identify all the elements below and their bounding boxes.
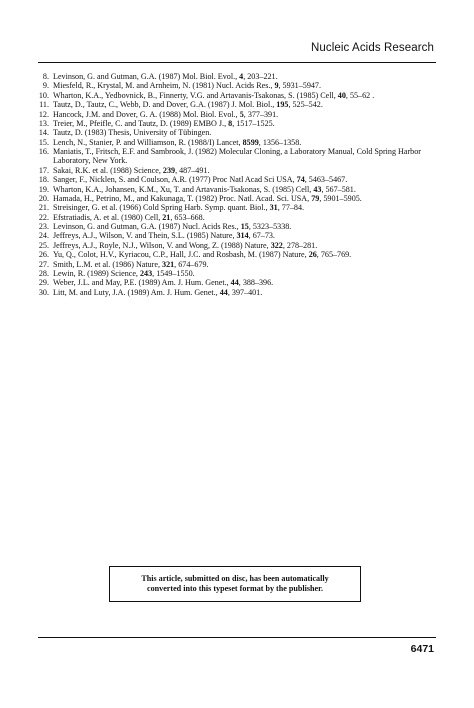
reference-item xyxy=(38,222,438,231)
reference-pages: , 5463–5467. xyxy=(304,175,348,185)
reference-volume: 21 xyxy=(162,212,171,222)
reference-item xyxy=(38,194,438,203)
reference-citation: Wharton, K.A., Yedbovnick, B., Finnerty, V.G. and Artavanis-Tsakonas, S. (1985) Cell, xyxy=(53,90,336,100)
reference-text xyxy=(53,175,438,184)
reference-item xyxy=(38,72,438,81)
reference-number: 8. xyxy=(42,72,49,81)
reference-number: 18. xyxy=(38,175,49,185)
reference-volume: 5 xyxy=(239,109,244,119)
reference-pages: , 397–401. xyxy=(227,287,263,297)
reference-item xyxy=(38,213,438,222)
reference-number: 20. xyxy=(38,193,49,203)
reference-pages: , 567–581. xyxy=(321,184,356,194)
page-number: 6471 xyxy=(410,643,434,655)
reference-pages: , 5323–5338. xyxy=(248,222,292,231)
reference-citation: Hancock, J.M. and Dover, G. A. (1988) Mol. Biol. Evol., xyxy=(53,109,238,119)
reference-volume: 44 xyxy=(219,287,228,297)
reference-item xyxy=(38,241,438,250)
reference-citation: Streisinger, G. et al. (1966) Cold Spring Harb. Symp. quant. Biol., xyxy=(53,203,268,213)
reference-item xyxy=(38,250,438,259)
reference-volume: 43 xyxy=(313,184,322,194)
reference-text xyxy=(53,222,438,231)
reference-volume: 74 xyxy=(296,175,305,185)
reference-volume: 4 xyxy=(239,72,244,81)
reference-number: 24. xyxy=(38,231,49,241)
reference-item xyxy=(38,260,438,269)
reference-text xyxy=(53,194,438,203)
reference-item xyxy=(38,203,438,212)
reference-number: 10. xyxy=(38,90,49,100)
footer-rule xyxy=(38,637,436,638)
reference-pages: , 1549–1550. xyxy=(152,268,195,278)
reference-volume: 44 xyxy=(230,278,239,288)
reference-text xyxy=(53,269,438,278)
reference-number: 17. xyxy=(38,165,49,175)
reference-volume: 322 xyxy=(270,240,283,250)
reference-number: 22. xyxy=(38,212,49,222)
reference-number: 14. xyxy=(38,128,49,138)
reference-pages: , 1517–1525. xyxy=(232,118,275,128)
reference-volume: 239 xyxy=(162,165,176,175)
reference-citation: Lench, N., Stanier, P. and Williamson, R. (1988/I) Lancet, xyxy=(53,137,241,147)
reference-volume: 195 xyxy=(276,100,289,110)
reference-pages: , 653–668. xyxy=(170,212,205,222)
reference-text xyxy=(53,166,438,175)
reference-text xyxy=(53,231,438,240)
reference-citation: Sanger, F., Nicklen, S. and Coulson, A.R. (1977) Proc Natl Acad Sci USA, xyxy=(53,175,295,185)
reference-citation: Wharton, K.A., Johansen, K.M., Xu, T. and Artavanis-Tsakonas, S. (1985) Cell, xyxy=(53,184,312,194)
reference-number: 25. xyxy=(38,240,49,250)
reference-citation: Weber, J.L. and May, P.E. (1989) Am. J. Hum. Genet., xyxy=(53,278,229,288)
reference-volume: 8599 xyxy=(242,137,259,147)
reference-number: 19. xyxy=(38,184,49,194)
reference-list xyxy=(38,72,438,297)
reference-item xyxy=(38,128,438,137)
notice-line-1: This article, submitted on disc, has been automatically xyxy=(141,573,329,583)
reference-pages: , 487–491. xyxy=(175,165,210,175)
reference-item xyxy=(38,288,438,297)
reference-text xyxy=(53,110,438,119)
reference-pages: , 55–62 . xyxy=(345,90,375,100)
reference-pages: , 1356–1358. xyxy=(258,137,302,147)
reference-citation: Efstratiadis, A. et al. (1980) Cell, xyxy=(53,212,161,222)
reference-citation: Treier, M., Pfeifle, C. and Tautz, D. (1989) EMBO J., xyxy=(53,118,227,128)
reference-item xyxy=(38,269,438,278)
reference-text xyxy=(53,250,438,259)
reference-pages: , 5901–5905. xyxy=(319,193,362,203)
reference-citation: Tautz, D. (1983) Thesis, University of Tübingen. xyxy=(53,128,212,138)
reference-number: 13. xyxy=(38,118,49,128)
reference-pages: , 203–221. xyxy=(243,72,278,81)
publisher-notice-box xyxy=(109,566,361,602)
reference-volume: 321 xyxy=(162,259,175,269)
reference-number: 30. xyxy=(38,287,49,297)
reference-volume: 15 xyxy=(240,222,249,231)
reference-citation: Lewin, R. (1989) Science, xyxy=(53,268,138,278)
journal-title: Nucleic Acids Research xyxy=(310,42,434,54)
reference-text xyxy=(53,72,438,81)
reference-number: 23. xyxy=(38,222,49,231)
reference-text xyxy=(53,288,438,297)
reference-number: 11. xyxy=(39,100,49,110)
reference-citation: Hamada, H., Petrino, M., and Kakunaga, T. (1982) Proc. Natl. Acad. Sci. USA, xyxy=(53,193,310,203)
reference-pages: , 388–396. xyxy=(238,278,274,288)
reference-item xyxy=(38,100,438,109)
reference-number: 16. xyxy=(38,147,49,156)
reference-item xyxy=(38,147,438,166)
reference-text xyxy=(53,213,438,222)
reference-item xyxy=(38,81,438,90)
reference-number: 28. xyxy=(38,268,49,278)
reference-pages: , 674–679. xyxy=(174,259,209,269)
reference-text xyxy=(53,119,438,128)
reference-item xyxy=(38,166,438,175)
reference-number: 21. xyxy=(38,203,49,213)
reference-pages: , 765–769. xyxy=(316,250,352,260)
reference-item xyxy=(38,119,438,128)
reference-text xyxy=(53,278,438,287)
reference-volume: 8 xyxy=(228,118,233,128)
reference-pages: , 67–73. xyxy=(248,231,275,241)
reference-citation: Yu, Q., Colot, H.V., Kyriacou, C.P., Hall, J.C. and Rosbash, M. (1987) Nature, xyxy=(53,250,307,260)
reference-item xyxy=(38,138,438,147)
reference-item xyxy=(38,278,438,287)
reference-pages: , 77–84. xyxy=(277,203,305,213)
reference-text xyxy=(53,203,438,212)
reference-text xyxy=(53,128,438,137)
reference-volume: 9 xyxy=(274,81,279,91)
reference-citation: Smith, L.M. et al. (1986) Nature, xyxy=(53,259,160,269)
reference-number: 9. xyxy=(42,81,49,91)
reference-text xyxy=(53,138,438,147)
reference-citation: Levinson, G. and Gutman, G.A. (1987) Mol. Biol. Evol., xyxy=(53,72,238,81)
header-rule xyxy=(38,62,436,63)
reference-citation: Levinson, G. and Gutman, G.A. (1987) Nucl. Acids Res., xyxy=(53,222,239,231)
reference-volume: 314 xyxy=(236,231,249,241)
reference-number: 26. xyxy=(38,250,49,260)
reference-item xyxy=(38,110,438,119)
reference-number: 15. xyxy=(38,137,49,147)
reference-citation: Jeffreys, A.J., Royle, N.J., Wilson, V. and Wong, Z. (1988) Nature, xyxy=(53,240,269,250)
reference-text xyxy=(53,91,438,100)
reference-number: 29. xyxy=(38,278,49,288)
reference-volume: 243 xyxy=(140,268,153,278)
reference-item xyxy=(38,185,438,194)
reference-volume: 31 xyxy=(269,203,278,213)
reference-item xyxy=(38,231,438,240)
reference-volume: 79 xyxy=(311,193,320,203)
reference-citation: Litt, M. and Luty, J.A. (1989) Am. J. Hum. Genet., xyxy=(53,287,218,297)
reference-text xyxy=(53,185,438,194)
reference-item xyxy=(38,91,438,100)
reference-text xyxy=(53,81,438,90)
reference-citation: Miesfeld, R., Krystal, M. and Arnheim, N. (1981) Nucl. Acids Res., xyxy=(53,81,273,91)
reference-text xyxy=(53,100,438,109)
reference-volume: 40 xyxy=(337,90,346,100)
reference-pages: , 5931–5947. xyxy=(278,81,321,91)
reference-pages: , 278–281. xyxy=(282,240,318,250)
reference-citation: Jeffreys, A.J., Wilson, V. and Thein, S.L. (1985) Nature, xyxy=(53,231,235,241)
reference-pages: , 525–542. xyxy=(288,100,323,110)
reference-text xyxy=(53,241,438,250)
reference-citation: Sakai, R.K. et al. (1988) Science, xyxy=(53,165,161,175)
reference-text xyxy=(53,260,438,269)
reference-pages: , 377–391. xyxy=(243,109,279,119)
reference-citation: Maniatis, T., Fritsch, E.F. and Sambrook, J. (1982) Molecular Cloning, a Laboratory Manual, Cold Spring Harbor Laboratory, New York. xyxy=(53,147,421,166)
reference-text xyxy=(53,147,438,166)
notice-line-2: converted into this typeset format by the publisher. xyxy=(147,584,323,593)
reference-volume: 26 xyxy=(308,250,317,260)
reference-item xyxy=(38,175,438,184)
reference-number: 27. xyxy=(38,259,49,269)
reference-number: 12. xyxy=(38,109,49,119)
reference-citation: Tautz, D., Tautz, C., Webb, D. and Dover, G.A. (1987) J. Mol. Biol., xyxy=(53,100,275,110)
